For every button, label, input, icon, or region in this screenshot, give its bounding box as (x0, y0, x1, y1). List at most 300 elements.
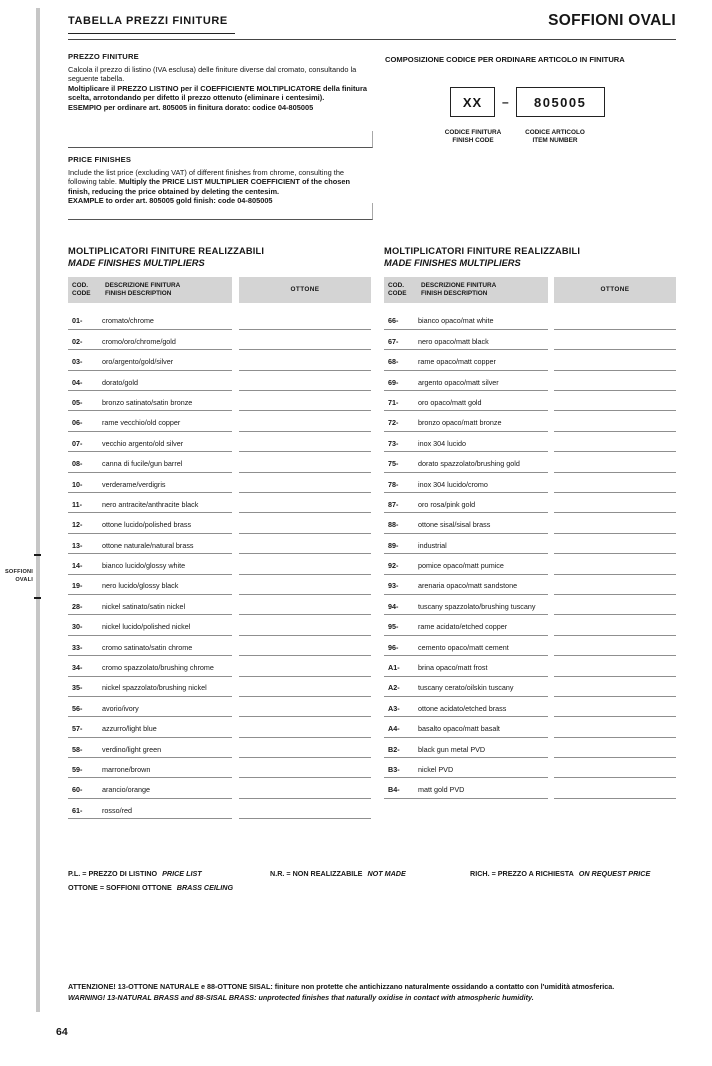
finish-description: matt gold PVD (418, 785, 465, 795)
finish-row (68, 677, 371, 697)
finish-code: 28- (72, 601, 83, 611)
table-header (68, 277, 371, 303)
finish-row (384, 534, 676, 554)
finish-description: arenaria opaco/matt sandstone (418, 581, 518, 591)
finish-description: azzurro/light blue (102, 724, 157, 734)
finish-desc-cell (384, 500, 548, 514)
ottone-price-cell (239, 790, 371, 799)
finish-desc-cell (384, 602, 548, 616)
item-number-label (508, 129, 602, 145)
header-code (388, 282, 421, 298)
legend-bold: P.L. = PREZZO DI LISTINO (68, 869, 158, 878)
ottone-price-cell (554, 688, 676, 697)
finish-description: ottone sisal/sisal brass (418, 520, 491, 530)
finish-description: basalto opaco/matt basalt (418, 724, 500, 734)
finish-code: 05- (72, 397, 83, 407)
finish-desc-cell (68, 480, 232, 494)
finish-desc-cell (68, 316, 232, 330)
ottone-price-cell (239, 769, 371, 778)
finish-row (384, 310, 676, 330)
finish-row (384, 758, 676, 778)
chapter-tab-line2: OVALI (15, 576, 33, 583)
table-title: MOLTIPLICATORI FINITURE REALIZZABILI (68, 246, 265, 256)
header-desc-en: FINISH DESCRIPTION (421, 289, 488, 297)
ottone-price-cell (239, 423, 371, 432)
finish-row (68, 473, 371, 493)
finish-code: B2- (388, 744, 400, 754)
finish-code: 56- (72, 703, 83, 713)
finish-description: rame opaco/matt copper (418, 357, 496, 367)
finish-row (384, 595, 676, 615)
finish-code: 89- (388, 540, 399, 550)
finish-code: 73- (388, 438, 399, 448)
legend (68, 869, 676, 897)
ottone-price-cell (554, 545, 676, 554)
finish-desc-cell (68, 541, 232, 555)
finish-desc-cell (68, 643, 232, 657)
legend-bold: OTTONE = SOFFIONI OTTONE (68, 883, 172, 892)
ottone-price-cell (554, 566, 676, 575)
finish-row (68, 350, 371, 370)
finish-code: 57- (72, 724, 83, 734)
header-desc-it: DESCRIZIONE FINITURA (421, 281, 497, 289)
finish-desc-cell (384, 357, 548, 371)
ottone-price-cell (239, 729, 371, 738)
finish-code: 68- (388, 357, 399, 367)
finish-row (384, 411, 676, 431)
item-number-label-en: ITEM NUMBER (532, 137, 578, 144)
ottone-price-cell (239, 566, 371, 575)
finish-description: ottone lucido/polished brass (102, 520, 192, 530)
finish-row (384, 513, 676, 533)
finish-desc-cell (68, 418, 232, 432)
ottone-price-cell (554, 790, 676, 799)
finish-desc-cell (384, 418, 548, 432)
finish-description: nickel lucido/polished nickel (102, 622, 191, 632)
finish-code: A3- (388, 703, 400, 713)
ottone-price-cell (239, 647, 371, 656)
finish-description: vecchio argento/old silver (102, 438, 184, 448)
finish-row (384, 371, 676, 391)
code-composition (450, 87, 605, 117)
finish-description: nero lucido/glossy black (102, 581, 179, 591)
finish-desc-cell (384, 704, 548, 718)
ottone-price-cell (554, 627, 676, 636)
finish-code: 35- (72, 683, 83, 693)
ottone-price-cell (554, 321, 676, 330)
tab-tick-top (34, 554, 41, 556)
finish-code: 94- (388, 601, 399, 611)
finish-code-box: XX (450, 87, 495, 117)
ottone-price-cell (239, 810, 371, 819)
finish-desc-cell (68, 683, 232, 697)
finish-row (68, 758, 371, 778)
finish-row (68, 310, 371, 330)
finish-code: 33- (72, 642, 83, 652)
finish-code: A1- (388, 663, 400, 673)
finish-row (384, 350, 676, 370)
finish-description: nickel spazzolato/brushing nickel (102, 683, 207, 693)
finish-row (68, 575, 371, 595)
finish-code: 67- (388, 336, 399, 346)
header-ottone: OTTONE (554, 277, 676, 303)
finish-row (384, 677, 676, 697)
margin-rule (36, 8, 40, 1012)
ottone-price-cell (239, 525, 371, 534)
finish-desc-cell (68, 765, 232, 779)
finish-row (68, 513, 371, 533)
finish-description: dorato/gold (102, 377, 138, 387)
finish-desc-cell (384, 378, 548, 392)
finish-description: cromo/oro/chrome/gold (102, 336, 176, 346)
finish-desc-cell (384, 480, 548, 494)
finish-desc-cell (68, 561, 232, 575)
finish-row (68, 615, 371, 635)
finish-code: 72- (388, 418, 399, 428)
ottone-price-cell (239, 688, 371, 697)
finish-desc-cell (68, 704, 232, 718)
prezzo-finiture-text (68, 65, 372, 113)
finish-description: pomice opaco/matt pumice (418, 561, 504, 571)
finish-description: cromo spazzolato/brushing chrome (102, 663, 214, 673)
header-rule (68, 39, 676, 40)
finish-description: brina opaco/matt frost (418, 663, 488, 673)
finish-row (68, 595, 371, 615)
finish-description: ottone naturale/natural brass (102, 540, 194, 550)
finish-code: 03- (72, 357, 83, 367)
legend-italic: PRICE LIST (162, 869, 202, 878)
finish-row (68, 697, 371, 717)
finish-code: 06- (72, 418, 83, 428)
ottone-price-cell (239, 749, 371, 758)
finish-code: 02- (72, 336, 83, 346)
price-finishes-example: EXAMPLE to order art. 805005 gold finish: code 04-805005 (68, 196, 273, 206)
finish-description: verdino/light green (102, 744, 162, 754)
header-description (421, 282, 496, 298)
finish-row (68, 717, 371, 737)
finish-desc-cell (68, 622, 232, 636)
finish-desc-cell (384, 439, 548, 453)
price-finishes-text (68, 168, 372, 206)
ottone-price-cell (554, 402, 676, 411)
finish-description: nickel PVD (418, 764, 454, 774)
finish-row (384, 778, 676, 798)
finish-row (384, 738, 676, 758)
blank-price-line-1 (68, 131, 373, 148)
finishes-table-left (68, 246, 371, 819)
prezzo-finiture-heading: PREZZO FINITURE (68, 52, 139, 61)
finish-code: A2- (388, 683, 400, 693)
legend-price-list (68, 869, 202, 878)
finish-desc-cell (384, 663, 548, 677)
ottone-price-cell (239, 708, 371, 717)
finish-description: nero antracite/anthracite black (102, 499, 199, 509)
table-subtitle: MADE FINISHES MULTIPLIERS (68, 257, 205, 268)
finish-code: 58- (72, 744, 83, 754)
ottone-price-cell (554, 586, 676, 595)
finish-desc-cell (384, 785, 548, 799)
ottone-price-cell (239, 464, 371, 473)
ottone-price-cell (239, 484, 371, 493)
finish-desc-cell (384, 561, 548, 575)
header-code-en: CODE (72, 289, 91, 297)
ottone-price-cell (554, 525, 676, 534)
page-number: 64 (56, 1026, 68, 1038)
ottone-price-cell (239, 586, 371, 595)
finish-desc-cell (384, 541, 548, 555)
legend-bold: RICH. = PREZZO A RICHIESTA (470, 869, 574, 878)
finish-code: 04- (72, 377, 83, 387)
finish-code: 88- (388, 520, 399, 530)
page-title: TABELLA PREZZI FINITURE (68, 15, 228, 27)
finish-code: 87- (388, 499, 399, 509)
finish-code: 30- (72, 622, 83, 632)
item-number-box: 805005 (516, 87, 605, 117)
ottone-price-cell (554, 443, 676, 452)
finish-description: rame vecchio/old copper (102, 418, 181, 428)
finish-row (68, 738, 371, 758)
finish-row (384, 636, 676, 656)
finish-description: rame acidato/etched copper (418, 622, 508, 632)
finish-description: verderame/verdigris (102, 479, 166, 489)
price-finishes-normal: Include the list price (excluding VAT) of different finishes from chrome, consulting the following table. (68, 167, 345, 187)
finish-desc-cell (384, 683, 548, 697)
header-desc-cell (68, 277, 232, 303)
finish-description: nero opaco/matt black (418, 336, 489, 346)
finish-row (68, 554, 371, 574)
finish-row (68, 778, 371, 798)
finish-row (384, 493, 676, 513)
finish-code: 60- (72, 785, 83, 795)
finish-row (384, 473, 676, 493)
finish-desc-cell (68, 398, 232, 412)
header-desc-it: DESCRIZIONE FINITURA (105, 281, 181, 289)
finish-description: cemento opaco/matt cement (418, 642, 509, 652)
legend-bold: N.R. = NON REALIZZABILE (270, 869, 363, 878)
warning-note (68, 982, 676, 1003)
ottone-price-cell (554, 382, 676, 391)
finish-desc-cell (68, 724, 232, 738)
finish-description: black gun metal PVD (418, 744, 486, 754)
finish-desc-cell (68, 439, 232, 453)
ottone-price-cell (239, 627, 371, 636)
finish-code: 93- (388, 581, 399, 591)
finish-row (384, 656, 676, 676)
finish-desc-cell (384, 316, 548, 330)
finish-code: 34- (72, 663, 83, 673)
table-title: MOLTIPLICATORI FINITURE REALIZZABILI (384, 246, 581, 256)
finish-row (384, 575, 676, 595)
ottone-price-cell (554, 749, 676, 758)
finish-desc-cell (68, 357, 232, 371)
legend-italic: NOT MADE (367, 869, 406, 878)
ottone-price-cell (554, 708, 676, 717)
finish-description: oro/argento/gold/silver (102, 357, 174, 367)
finish-desc-cell (68, 581, 232, 595)
finish-code: 69- (388, 377, 399, 387)
prezzo-finiture-bold: Moltiplicare il PREZZO LISTINO per il COEFFICIENTE MOLTIPLICATORE della finitura scelta, arrotondando per difetto il prezzo ottenuto (eliminare i centesimi). (68, 83, 367, 103)
finish-code: 12- (72, 520, 83, 530)
finish-row (68, 534, 371, 554)
finish-code: 96- (388, 642, 399, 652)
finish-description: nickel satinato/satin nickel (102, 601, 186, 611)
finish-row (68, 656, 371, 676)
ottone-price-cell (239, 402, 371, 411)
finish-code: B4- (388, 785, 400, 795)
code-composition-heading: COMPOSIZIONE CODICE PER ORDINARE ARTICOLO IN FINITURA (385, 55, 625, 64)
finish-description: inox 304 lucido (418, 438, 466, 448)
ottone-price-cell (239, 362, 371, 371)
finish-code: B3- (388, 764, 400, 774)
header-code-it: COD. (72, 281, 88, 289)
warning-line-it: ATTENZIONE! 13-OTTONE NATURALE e 88-OTTONE SISAL: finiture non protette che antichizzano naturalmente ossidando a contatto con l'umidità atmosferica. (68, 982, 615, 991)
finish-description: oro rosa/pink gold (418, 499, 476, 509)
tab-tick-bottom (34, 597, 41, 599)
finish-row (68, 799, 371, 819)
header-desc-cell (384, 277, 548, 303)
finish-row (384, 391, 676, 411)
finish-code: 59- (72, 764, 83, 774)
warning-line-en: WARNING! 13-NATURAL BRASS and 88-SISAL BRASS: unprotected finishes that naturally oxidise in contact with atmospheric humidity. (68, 992, 534, 1002)
finish-code: 14- (72, 561, 83, 571)
header-code-it: COD. (388, 281, 404, 289)
table-subtitle: MADE FINISHES MULTIPLIERS (384, 257, 521, 268)
chapter-tab-line1: SOFFIONI (4, 569, 33, 575)
finish-row (68, 330, 371, 350)
finish-description: industrial (418, 540, 447, 550)
price-finishes-bold: Multiply the PRICE LIST MULTIPLIER COEFFICIENT of the chosen finish, reducing the price obtained by deleting the centesim. (68, 177, 350, 196)
finish-desc-cell (384, 398, 548, 412)
finish-description: argento opaco/matt silver (418, 377, 499, 387)
table-rows (384, 310, 676, 799)
finish-row (384, 554, 676, 574)
header-description (105, 282, 180, 298)
finish-description: oro opaco/matt gold (418, 397, 482, 407)
finish-code: 08- (72, 459, 83, 469)
ottone-price-cell (239, 668, 371, 677)
ottone-price-cell (554, 362, 676, 371)
finish-desc-cell (68, 602, 232, 616)
finish-description: bianco opaco/mat white (418, 316, 494, 326)
legend-not-made (270, 869, 406, 878)
finish-row (384, 717, 676, 737)
finish-code: 71- (388, 397, 399, 407)
ottone-price-cell (554, 341, 676, 350)
ottone-price-cell (239, 545, 371, 554)
finish-desc-cell (384, 459, 548, 473)
ottone-price-cell (554, 484, 676, 493)
finish-row (384, 330, 676, 350)
finish-code: A4- (388, 724, 400, 734)
ottone-price-cell (239, 606, 371, 615)
finish-description: bronzo opaco/matt bronze (418, 418, 502, 428)
finish-desc-cell (384, 643, 548, 657)
ottone-price-cell (554, 647, 676, 656)
finish-description: avorio/ivory (102, 703, 139, 713)
finish-desc-cell (68, 663, 232, 677)
finish-desc-cell (384, 520, 548, 534)
price-finishes-section (68, 155, 372, 206)
ottone-price-cell (239, 504, 371, 513)
finish-code: 78- (388, 479, 399, 489)
finish-row (384, 452, 676, 472)
finish-code: 07- (72, 438, 83, 448)
finish-desc-cell (68, 785, 232, 799)
ottone-price-cell (239, 382, 371, 391)
chapter-tab (2, 569, 33, 584)
finish-desc-cell (384, 724, 548, 738)
finish-description: bronzo satinato/satin bronze (102, 397, 193, 407)
finish-desc-cell (68, 520, 232, 534)
finish-code: 75- (388, 459, 399, 469)
blank-price-line-2 (68, 203, 373, 220)
finish-row (68, 391, 371, 411)
finish-description: tuscany spazzolato/brushing tuscany (418, 601, 536, 611)
finish-desc-cell (384, 765, 548, 779)
finish-row (68, 371, 371, 391)
price-finishes-heading: PRICE FINISHES (68, 155, 132, 164)
prezzo-finiture-section (68, 52, 372, 112)
code-separator: – (502, 95, 509, 109)
finish-desc-cell (68, 806, 232, 820)
page-title-underline (68, 33, 235, 34)
section-title: SOFFIONI OVALI (548, 12, 676, 29)
finish-code: 13- (72, 540, 83, 550)
ottone-price-cell (554, 606, 676, 615)
prezzo-finiture-example: ESEMPIO per ordinare art. 805005 in finitura dorato: codice 04-805005 (68, 102, 314, 112)
finish-description: cromato/chrome (102, 316, 154, 326)
finish-code-label (426, 129, 520, 145)
finish-desc-cell (384, 337, 548, 351)
legend-ottone (68, 883, 233, 892)
ottone-price-cell (239, 443, 371, 452)
ottone-price-cell (554, 729, 676, 738)
table-header (384, 277, 676, 303)
finish-description: dorato spazzolato/brushing gold (418, 459, 520, 469)
finish-desc-cell (68, 500, 232, 514)
header-ottone: OTTONE (239, 277, 371, 303)
prezzo-finiture-normal: Calcola il prezzo di listino (IVA esclusa) delle finiture diverse dal cromato, consultando la seguente tabella. (68, 64, 357, 84)
finishes-table-right (384, 246, 676, 799)
finish-description: canna di fucile/gun barrel (102, 459, 183, 469)
ottone-price-cell (554, 769, 676, 778)
finish-code-label-en: FINISH CODE (452, 137, 494, 144)
item-number-label-it: CODICE ARTICOLO (525, 129, 585, 136)
finish-code-label-it: CODICE FINITURA (444, 129, 502, 136)
ottone-price-cell (554, 423, 676, 432)
finish-description: cromo satinato/satin chrome (102, 642, 193, 652)
table-rows (68, 310, 371, 820)
header-desc-en: FINISH DESCRIPTION (105, 289, 172, 297)
finish-code: 19- (72, 581, 83, 591)
finish-row (68, 411, 371, 431)
header-code (72, 282, 105, 298)
finish-desc-cell (68, 745, 232, 759)
finish-row (68, 432, 371, 452)
finish-desc-cell (384, 622, 548, 636)
finish-code: 11- (72, 499, 82, 509)
ottone-price-cell (554, 668, 676, 677)
header-code-en: CODE (388, 289, 407, 297)
finish-description: rosso/red (102, 805, 132, 815)
finish-description: marrone/brown (102, 764, 151, 774)
ottone-price-cell (554, 504, 676, 513)
finish-row (68, 493, 371, 513)
finish-row (384, 432, 676, 452)
finish-row (384, 615, 676, 635)
finish-code: 92- (388, 561, 399, 571)
finish-row (384, 697, 676, 717)
